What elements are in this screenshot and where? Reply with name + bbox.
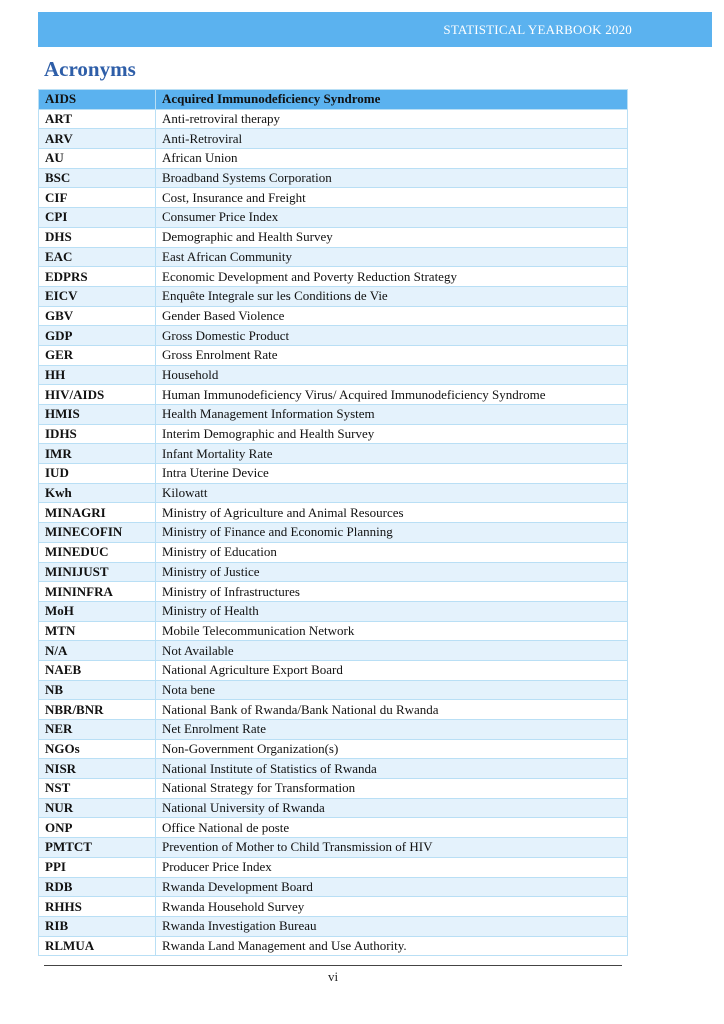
acronym-definition: Gender Based Violence	[156, 306, 628, 326]
acronym-abbr: ARV	[39, 129, 156, 149]
acronym-abbr: EAC	[39, 247, 156, 267]
table-row	[39, 700, 628, 720]
table-row	[39, 168, 628, 188]
acronym-definition: Not Available	[156, 641, 628, 661]
table-row	[39, 621, 628, 641]
table-row	[39, 660, 628, 680]
header-bar	[38, 12, 712, 47]
acronym-abbr: MTN	[39, 621, 156, 641]
acronym-definition: Gross Domestic Product	[156, 326, 628, 346]
acronym-abbr: BSC	[39, 168, 156, 188]
acronym-definition: Infant Mortality Rate	[156, 444, 628, 464]
acronym-definition: Economic Development and Poverty Reduction Strategy	[156, 267, 628, 287]
acronym-abbr: RHHS	[39, 897, 156, 917]
table-row	[39, 523, 628, 543]
acronym-definition: Ministry of Infrastructures	[156, 582, 628, 602]
acronym-definition: Office National de poste	[156, 818, 628, 838]
acronym-abbr: CIF	[39, 188, 156, 208]
table-row	[39, 838, 628, 858]
acronym-definition: Anti-retroviral therapy	[156, 109, 628, 129]
table-row	[39, 129, 628, 149]
table-row	[39, 247, 628, 267]
acronym-abbr: NUR	[39, 798, 156, 818]
acronyms-table-body	[39, 90, 628, 956]
acronym-definition: Rwanda Development Board	[156, 877, 628, 897]
acronym-abbr: EDPRS	[39, 267, 156, 287]
acronym-abbr: NB	[39, 680, 156, 700]
table-row	[39, 405, 628, 425]
acronym-abbr: DHS	[39, 227, 156, 247]
acronym-abbr: RIB	[39, 916, 156, 936]
table-row	[39, 109, 628, 129]
acronym-definition: Rwanda Land Management and Use Authority.	[156, 936, 628, 956]
acronym-abbr: HMIS	[39, 405, 156, 425]
acronym-definition: Ministry of Justice	[156, 562, 628, 582]
acronym-abbr: IMR	[39, 444, 156, 464]
acronym-definition: Gross Enrolment Rate	[156, 345, 628, 365]
table-row	[39, 149, 628, 169]
acronym-abbr: CPI	[39, 208, 156, 228]
table-row	[39, 897, 628, 917]
table-row	[39, 306, 628, 326]
acronym-abbr: MINEDUC	[39, 542, 156, 562]
acronym-abbr: IDHS	[39, 424, 156, 444]
acronym-definition: National Bank of Rwanda/Bank National du Rwanda	[156, 700, 628, 720]
table-row	[39, 464, 628, 484]
acronym-definition: Cost, Insurance and Freight	[156, 188, 628, 208]
acronym-definition: National Institute of Statistics of Rwanda	[156, 759, 628, 779]
acronym-definition: Rwanda Investigation Bureau	[156, 916, 628, 936]
acronym-abbr: MINIJUST	[39, 562, 156, 582]
table-row	[39, 188, 628, 208]
table-row	[39, 326, 628, 346]
acronym-abbr: NER	[39, 720, 156, 740]
table-row	[39, 641, 628, 661]
acronym-definition: Producer Price Index	[156, 857, 628, 877]
acronym-definition: Mobile Telecommunication Network	[156, 621, 628, 641]
table-row	[39, 720, 628, 740]
acronym-definition: Rwanda Household Survey	[156, 897, 628, 917]
table-header-row	[39, 90, 628, 110]
acronym-definition: National Agriculture Export Board	[156, 660, 628, 680]
table-row	[39, 680, 628, 700]
acronym-abbr: MININFRA	[39, 582, 156, 602]
acronym-abbr: GER	[39, 345, 156, 365]
table-row	[39, 483, 628, 503]
acronym-abbr: ART	[39, 109, 156, 129]
acronym-abbr: NAEB	[39, 660, 156, 680]
acronym-definition: Ministry of Agriculture and Animal Resources	[156, 503, 628, 523]
table-row	[39, 818, 628, 838]
acronym-definition: Kilowatt	[156, 483, 628, 503]
acronym-definition: Demographic and Health Survey	[156, 227, 628, 247]
table-row	[39, 779, 628, 799]
acronym-abbr: MINECOFIN	[39, 523, 156, 543]
acronym-definition: Human Immunodeficiency Virus/ Acquired Immunodeficiency Syndrome	[156, 385, 628, 405]
acronym-abbr: NISR	[39, 759, 156, 779]
acronym-abbr: EICV	[39, 286, 156, 306]
acronym-abbr: GBV	[39, 306, 156, 326]
table-row	[39, 385, 628, 405]
table-row	[39, 267, 628, 287]
acronym-definition: National Strategy for Transformation	[156, 779, 628, 799]
acronym-abbr: RDB	[39, 877, 156, 897]
acronym-abbr: MINAGRI	[39, 503, 156, 523]
acronym-abbr: AU	[39, 149, 156, 169]
acronym-definition: Health Management Information System	[156, 405, 628, 425]
acronym-definition: African Union	[156, 149, 628, 169]
acronym-abbr: HH	[39, 365, 156, 385]
acronym-abbr: RLMUA	[39, 936, 156, 956]
table-row	[39, 542, 628, 562]
table-row	[39, 857, 628, 877]
table-row	[39, 739, 628, 759]
acronym-abbr: GDP	[39, 326, 156, 346]
acronym-definition: Interim Demographic and Health Survey	[156, 424, 628, 444]
acronym-abbr: N/A	[39, 641, 156, 661]
acronym-definition: Household	[156, 365, 628, 385]
footer-rule	[44, 965, 622, 966]
acronym-definition: Broadband Systems Corporation	[156, 168, 628, 188]
acronym-abbr: AIDS	[39, 90, 156, 110]
acronym-abbr: Kwh	[39, 483, 156, 503]
table-row	[39, 798, 628, 818]
table-row	[39, 936, 628, 956]
table-row	[39, 345, 628, 365]
acronym-abbr: NGOs	[39, 739, 156, 759]
acronym-definition: Net Enrolment Rate	[156, 720, 628, 740]
acronym-definition: National University of Rwanda	[156, 798, 628, 818]
acronym-abbr: HIV/AIDS	[39, 385, 156, 405]
table-row	[39, 286, 628, 306]
table-row	[39, 227, 628, 247]
acronym-definition: Anti-Retroviral	[156, 129, 628, 149]
acronym-abbr: MoH	[39, 601, 156, 621]
table-row	[39, 424, 628, 444]
table-row	[39, 601, 628, 621]
acronym-definition: Enquête Integrale sur les Conditions de Vie	[156, 286, 628, 306]
acronym-abbr: IUD	[39, 464, 156, 484]
header-title: STATISTICAL YEARBOOK 2020	[443, 22, 632, 37]
acronym-definition: Ministry of Health	[156, 601, 628, 621]
acronym-definition: Non-Government Organization(s)	[156, 739, 628, 759]
acronym-definition: Ministry of Finance and Economic Planning	[156, 523, 628, 543]
acronym-abbr: ONP	[39, 818, 156, 838]
table-row	[39, 877, 628, 897]
table-row	[39, 503, 628, 523]
table-row	[39, 916, 628, 936]
acronym-abbr: NST	[39, 779, 156, 799]
acronym-definition: Ministry of Education	[156, 542, 628, 562]
table-row	[39, 759, 628, 779]
acronyms-table	[38, 89, 628, 956]
table-row	[39, 582, 628, 602]
page-number: vi	[327, 969, 339, 984]
table-row	[39, 562, 628, 582]
acronym-definition: Intra Uterine Device	[156, 464, 628, 484]
page-title: Acronyms	[44, 57, 136, 81]
acronym-abbr: PMTCT	[39, 838, 156, 858]
acronym-definition: Nota bene	[156, 680, 628, 700]
table-row	[39, 365, 628, 385]
acronym-definition: East African Community	[156, 247, 628, 267]
acronym-definition: Consumer Price Index	[156, 208, 628, 228]
acronym-abbr: PPI	[39, 857, 156, 877]
acronym-abbr: NBR/BNR	[39, 700, 156, 720]
table-row	[39, 208, 628, 228]
table-row	[39, 444, 628, 464]
acronym-definition: Acquired Immunodeficiency Syndrome	[156, 90, 628, 110]
acronym-definition: Prevention of Mother to Child Transmission of HIV	[156, 838, 628, 858]
